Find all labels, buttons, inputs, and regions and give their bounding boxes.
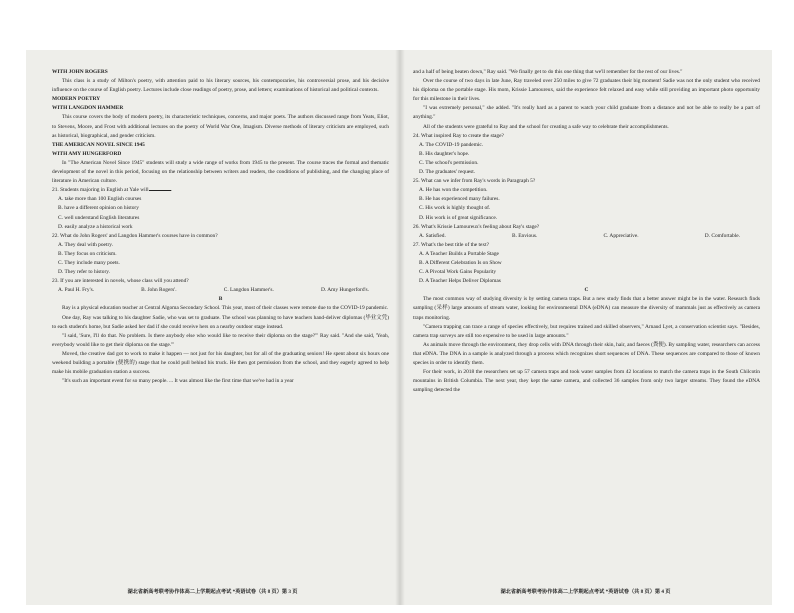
q22-option-d: D. They refer to history. (58, 269, 110, 276)
question-25: 25. What can we infer from Ray's words in Paragraph 5? (413, 178, 536, 185)
q21-option-b: B. have a different opinion on history (58, 205, 139, 212)
q25-option-d: D. His work is of great significance. (419, 214, 498, 221)
q24-option-c: C. The school's permission. (419, 159, 479, 166)
q25-option-c: C. His work is highly thought of. (419, 205, 491, 212)
course-instructor-rogers: WITH JOHN ROGERS (52, 69, 108, 75)
q21-option-a: A. take more than 100 English courses (58, 196, 142, 203)
passage-b-paragraph-6: Over the course of two days in late June, Ray traveled over 250 miles to give 72 graduates their big moment! Sadie was not the only student who received his diploma on the portable stage. His mom, Krissie Lamoureux, said the experience felt relaxed and easy while still providing an important photo opportunity for this milestone in their lives. (413, 78, 760, 103)
q26-option-d: D. Comfortable. (704, 232, 740, 239)
question-21-text: 21. Students majoring in English at Yale will (52, 187, 149, 194)
question-22: 22. What do John Rogers' and Langdon Hammer's courses have in common? (52, 232, 218, 239)
course-description-milton: This class is a study of Milton's poetry, with attention paid to his literary sources, his contemporaries, his controversial prose, and his decisive influence on the course of English poetry. Lectures include close readings of poetry, prose, and letters; examinations of historical and political contexts. (52, 78, 389, 94)
q21-option-c: C. well understand English literatures (58, 214, 140, 221)
q23-option-d: D. Amy Hungerford's. (320, 287, 369, 294)
passage-b-paragraph-2: One day, Ray was talking to his daughter Sadie, who was set to graduate. The school was planning to have teachers hand-deliver diplomas (毕业文凭) to each student's home, but Sadie asked her dad if she could receive hers on a nearby outdoor stage instead. (52, 314, 389, 330)
passage-b-continuation: and a half of being beaten down," Ray said. "We finally get to do this one thing that we'll remember for the rest of our lives." (413, 69, 683, 75)
q21-option-d: D. easily analyze a historical work (58, 223, 133, 230)
q26-option-b: B. Envious. (511, 232, 538, 239)
exam-page-3 (26, 50, 399, 605)
course-title-american-novel: THE AMERICAN NOVEL SINCE 1945 (52, 141, 145, 148)
passage-b-paragraph-1: Ray is a physical education teacher at Central Algoma Secondary School. This year, most of their classes were remote due to the COVID-19 pandemic. (62, 305, 389, 312)
q22-option-a: A. They deal with poetry. (58, 241, 113, 248)
passage-b-paragraph-7: "I was extremely personal," she added. "It's really hard as a parent to watch your child graduate from a distance and not be able to really be a part of anything." (413, 105, 760, 121)
passage-b-paragraph-4: Moved, the creative dad got to work to make it happen — not just for his daughter, but for all of the graduating seniors! He spent about six hours one weekend building a portable (便携的) stage that he could pull behind his truck. He then got permission from the school, and they eagerly agreed to help make his mobile graduation station a success. (52, 350, 389, 376)
passage-c-paragraph-4: For their work, in 2018 the researchers set up 57 camera traps and took water samples from 42 locations to match the camera traps in the South Chilcotin mountains in British Columbia. The next year, they kept the same camera, and collected 36 samples from only two larger streams. They found the eDNA sampling detected the (413, 369, 760, 394)
passage-b-paragraph-3: "I said, 'Sure, I'll do that. No problem. Is there anybody else who would like to receive their diploma on the stage?'" Ray said. "And she said, 'Yeah, everybody would like to get their diploma on the stage.'" (52, 332, 389, 348)
section-c-heading: C (584, 287, 589, 294)
question-23: 23. If you are interested in novels, whose class will you attend? (52, 278, 189, 285)
question-21: 21. Students majoring in English at Yale will . (52, 187, 172, 194)
q26-option-a: A. Satisfied. (419, 232, 446, 239)
q24-option-b: B. His daughter's hope. (419, 150, 470, 157)
section-b-heading: B (218, 296, 223, 303)
q27-option-c: C. A Pivotal Work Gains Popularity (419, 269, 497, 276)
q23-option-b: B. John Rogers'. (141, 287, 177, 294)
course-title-modern-poetry: MODERN POETRY (52, 96, 101, 103)
question-26: 26. What's Krissie Lamoureux's feeling about Ray's stage? (413, 223, 540, 230)
question-24: 24. What inspired Ray to create the stage? (413, 132, 504, 139)
page-footer-left: 湖北省新高考联考协作体高二上学期起点考试 *英语试卷（共 8 页）第 3 页 (127, 588, 298, 595)
q23-option-a: A. Paul H. Fry's. (58, 287, 95, 294)
passage-b-paragraph-8: All of the students were grateful to Ray and the school for creating a safe way to celebrate their accomplishments. (423, 123, 669, 130)
q26-options (413, 232, 760, 241)
passage-c-paragraph-3: As animals move through the environment, they drop cells with DNA through their skin, hair, and faeces (粪便). By sampling water, researchers can access that eDNA. The DNA in a sample is analyzed through a process which recognizes short sequences of DNA. These sequences are compared to those of known species in order to identify them. (413, 341, 760, 366)
passage-c-paragraph-2: "Camera trapping can trace a range of species effectively, but requires trained and skilled observers," Arnaud Lyet, a conservation scientist says. "Besides, camera trap surveys are still too expensive to be used in large amounts." (413, 323, 760, 339)
course-instructor-hammer: WITH LANGDON HAMMER (52, 105, 124, 112)
passage-c-paragraph-1: The most common way of studying diversity is by setting camera traps. But a new study finds that a better answer might be in the water. Research finds sampling (采样) large amounts of stream water, looking for environmental DNA (eDNA) can measure the diversity of mammals just as effectively as camera traps monitoring. (413, 296, 760, 321)
course-description-modern-poetry: This course covers the body of modern poetry, its characteristic techniques, concerns, and major poets. The authors discussed range from Yeats, Eliot, to Stevens, Moore, and Frost with additional lectures on the poetry of World War One, Imagism. Diverse methods of literary criticism are employed, such as historical, biographical, and gender criticism. (52, 114, 389, 139)
answer-blank (149, 190, 171, 191)
exam-page-4 (399, 50, 772, 605)
scanned-exam-spread (26, 50, 772, 605)
q23-options (52, 286, 389, 295)
q24-option-a: A. The COVID-19 pandemic. (419, 141, 484, 148)
course-instructor-hungerford: WITH AMY HUNGERFORD (52, 150, 122, 157)
page-footer-right: 湖北省新高考联考协作体高二上学期起点考试 *英语试卷（共 8 页）第 4 页 (500, 588, 671, 595)
q24-option-d: D. The graduates' request. (419, 169, 476, 176)
q25-option-b: B. He has experienced many failures. (419, 196, 500, 203)
q27-option-b: B. A Different Celebration Is on Show (419, 259, 502, 266)
q23-option-c: C. Langdon Hammer's. (223, 287, 274, 294)
q26-option-c: C. Appreciative. (603, 232, 639, 239)
course-description-american-novel: In "The American Novel Since 1945" students will study a wide range of works from 1945 to the present. The course traces the formal and thematic development of the novel in this period, focusing on the relationship between writers and readers, the conditions of publishing, and the changing place of literature in American culture. (52, 159, 389, 185)
q27-option-a: A. A Teacher Builds a Portable Stage (419, 250, 499, 257)
q22-option-c: C. They include many poets. (58, 259, 120, 266)
passage-b-paragraph-5: "It's such an important event for so many people. ... It was almost like the first time that we've had in a year (62, 378, 294, 385)
q25-option-a: A. He has won the competition. (419, 187, 488, 194)
q22-option-b: B. They focus on criticism. (58, 250, 117, 257)
question-27: 27. What's the best title of the text? (413, 241, 490, 248)
q27-option-d: D. A Teacher Helps Deliver Diplomas (419, 278, 501, 285)
